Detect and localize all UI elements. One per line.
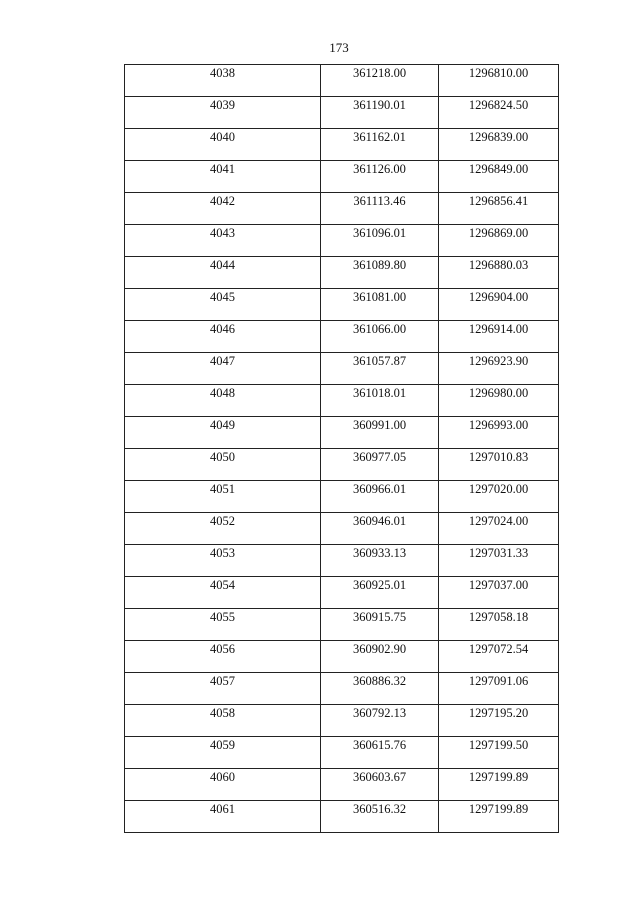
x-coordinate-cell: 361190.01 xyxy=(321,97,439,129)
y-coordinate-cell: 1297199.89 xyxy=(439,801,559,833)
table-row xyxy=(125,673,559,705)
table-row xyxy=(125,545,559,577)
table-row xyxy=(125,641,559,673)
y-coordinate-cell: 1296904.00 xyxy=(439,289,559,321)
y-coordinate-cell: 1297031.33 xyxy=(439,545,559,577)
point-number-cell: 4057 xyxy=(125,673,321,705)
y-coordinate-cell: 1297199.50 xyxy=(439,737,559,769)
y-coordinate-cell: 1296993.00 xyxy=(439,417,559,449)
point-number-cell: 4048 xyxy=(125,385,321,417)
x-coordinate-cell: 360915.75 xyxy=(321,609,439,641)
y-coordinate-cell: 1297072.54 xyxy=(439,641,559,673)
y-coordinate-cell: 1297010.83 xyxy=(439,449,559,481)
point-number-cell: 4060 xyxy=(125,769,321,801)
point-number-cell: 4049 xyxy=(125,417,321,449)
coordinates-table-body xyxy=(125,65,559,833)
table-row xyxy=(125,353,559,385)
table-row xyxy=(125,129,559,161)
y-coordinate-cell: 1297058.18 xyxy=(439,609,559,641)
x-coordinate-cell: 361081.00 xyxy=(321,289,439,321)
x-coordinate-cell: 361066.00 xyxy=(321,321,439,353)
table-row xyxy=(125,321,559,353)
x-coordinate-cell: 360991.00 xyxy=(321,417,439,449)
point-number-cell: 4059 xyxy=(125,737,321,769)
x-coordinate-cell: 361018.01 xyxy=(321,385,439,417)
point-number-cell: 4040 xyxy=(125,129,321,161)
x-coordinate-cell: 360933.13 xyxy=(321,545,439,577)
y-coordinate-cell: 1296824.50 xyxy=(439,97,559,129)
x-coordinate-cell: 361113.46 xyxy=(321,193,439,225)
y-coordinate-cell: 1297024.00 xyxy=(439,513,559,545)
table-row xyxy=(125,513,559,545)
x-coordinate-cell: 360603.67 xyxy=(321,769,439,801)
table-row xyxy=(125,417,559,449)
table-row xyxy=(125,481,559,513)
y-coordinate-cell: 1296869.00 xyxy=(439,225,559,257)
point-number-cell: 4046 xyxy=(125,321,321,353)
y-coordinate-cell: 1296880.03 xyxy=(439,257,559,289)
x-coordinate-cell: 360946.01 xyxy=(321,513,439,545)
point-number-cell: 4051 xyxy=(125,481,321,513)
y-coordinate-cell: 1297091.06 xyxy=(439,673,559,705)
x-coordinate-cell: 361218.00 xyxy=(321,65,439,97)
y-coordinate-cell: 1296914.00 xyxy=(439,321,559,353)
point-number-cell: 4055 xyxy=(125,609,321,641)
point-number-cell: 4038 xyxy=(125,65,321,97)
x-coordinate-cell: 360516.32 xyxy=(321,801,439,833)
point-number-cell: 4044 xyxy=(125,257,321,289)
x-coordinate-cell: 361096.01 xyxy=(321,225,439,257)
page-number: 173 xyxy=(329,40,349,55)
point-number-cell: 4039 xyxy=(125,97,321,129)
x-coordinate-cell: 360902.90 xyxy=(321,641,439,673)
point-number-cell: 4053 xyxy=(125,545,321,577)
y-coordinate-cell: 1297199.89 xyxy=(439,769,559,801)
table-row xyxy=(125,385,559,417)
x-coordinate-cell: 360925.01 xyxy=(321,577,439,609)
table-row xyxy=(125,65,559,97)
y-coordinate-cell: 1296923.90 xyxy=(439,353,559,385)
point-number-cell: 4041 xyxy=(125,161,321,193)
x-coordinate-cell: 361089.80 xyxy=(321,257,439,289)
point-number-cell: 4047 xyxy=(125,353,321,385)
table-row xyxy=(125,449,559,481)
point-number-cell: 4042 xyxy=(125,193,321,225)
x-coordinate-cell: 361057.87 xyxy=(321,353,439,385)
point-number-cell: 4058 xyxy=(125,705,321,737)
point-number-cell: 4054 xyxy=(125,577,321,609)
y-coordinate-cell: 1297195.20 xyxy=(439,705,559,737)
table-row xyxy=(125,161,559,193)
table-row xyxy=(125,193,559,225)
coordinates-table xyxy=(124,64,559,833)
x-coordinate-cell: 360886.32 xyxy=(321,673,439,705)
y-coordinate-cell: 1296849.00 xyxy=(439,161,559,193)
x-coordinate-cell: 360615.76 xyxy=(321,737,439,769)
y-coordinate-cell: 1297037.00 xyxy=(439,577,559,609)
table-row xyxy=(125,225,559,257)
y-coordinate-cell: 1296980.00 xyxy=(439,385,559,417)
table-row xyxy=(125,609,559,641)
point-number-cell: 4045 xyxy=(125,289,321,321)
x-coordinate-cell: 360977.05 xyxy=(321,449,439,481)
table-row xyxy=(125,289,559,321)
x-coordinate-cell: 361162.01 xyxy=(321,129,439,161)
y-coordinate-cell: 1297020.00 xyxy=(439,481,559,513)
table-row xyxy=(125,737,559,769)
table-row xyxy=(125,257,559,289)
point-number-cell: 4050 xyxy=(125,449,321,481)
y-coordinate-cell: 1296810.00 xyxy=(439,65,559,97)
point-number-cell: 4043 xyxy=(125,225,321,257)
x-coordinate-cell: 360966.01 xyxy=(321,481,439,513)
table-row xyxy=(125,705,559,737)
x-coordinate-cell: 361126.00 xyxy=(321,161,439,193)
y-coordinate-cell: 1296856.41 xyxy=(439,193,559,225)
point-number-cell: 4061 xyxy=(125,801,321,833)
table-row xyxy=(125,801,559,833)
y-coordinate-cell: 1296839.00 xyxy=(439,129,559,161)
table-row xyxy=(125,97,559,129)
point-number-cell: 4056 xyxy=(125,641,321,673)
point-number-cell: 4052 xyxy=(125,513,321,545)
table-row xyxy=(125,577,559,609)
table-row xyxy=(125,769,559,801)
x-coordinate-cell: 360792.13 xyxy=(321,705,439,737)
